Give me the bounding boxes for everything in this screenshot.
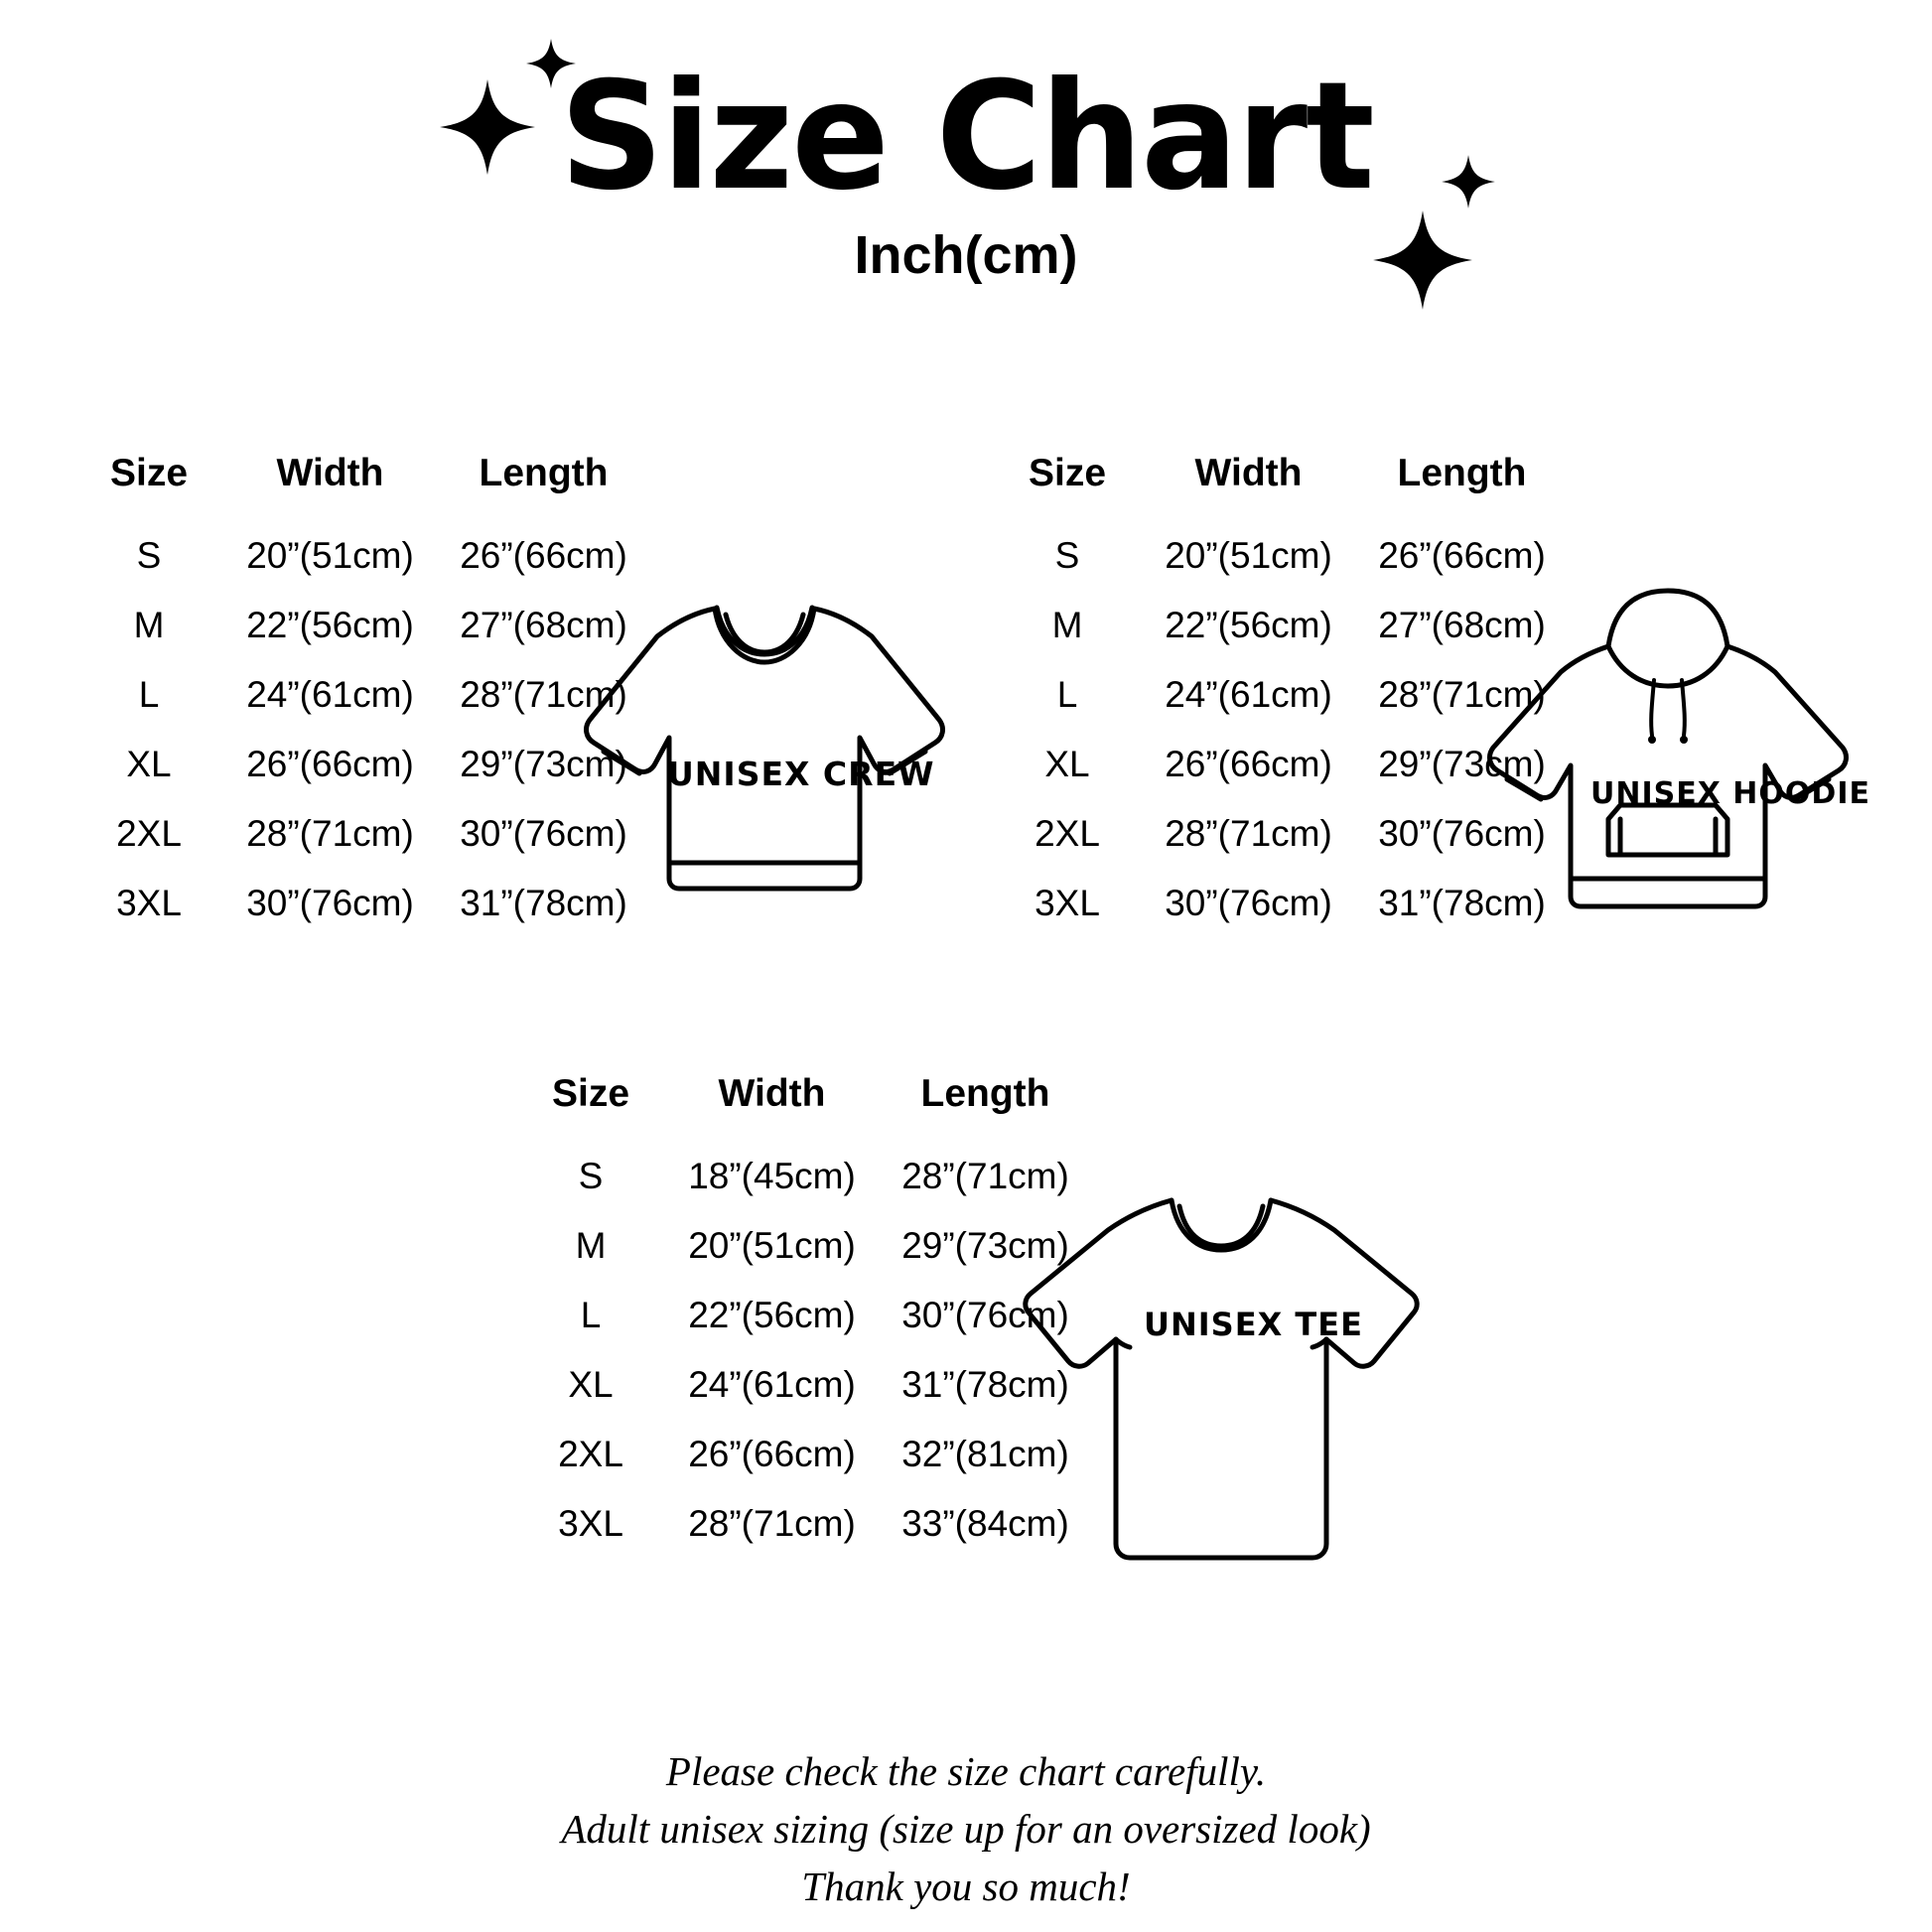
cell-length: 27”(68cm) — [1378, 605, 1546, 645]
table-header-row — [74, 452, 650, 521]
column-header-size: Size — [551, 1072, 630, 1115]
cell-length: 30”(76cm) — [901, 1295, 1069, 1335]
cell-length: 31”(78cm) — [460, 883, 627, 923]
cell-length: 33”(84cm) — [901, 1503, 1069, 1544]
hoodie-illustration — [1469, 581, 1866, 958]
cell-size: L — [1056, 674, 1078, 715]
footer-line-3: Thank you so much! — [801, 1863, 1131, 1910]
cell-width: 22”(56cm) — [688, 1295, 856, 1335]
cell-size: M — [1051, 605, 1083, 645]
sparkle-icon — [1371, 208, 1474, 312]
footer-line-1: Please check the size chart carefully. — [665, 1748, 1267, 1794]
table-row — [74, 869, 650, 938]
cell-size: XL — [1044, 744, 1090, 784]
cell-width: 26”(66cm) — [1165, 744, 1332, 784]
cell-size: L — [580, 1295, 602, 1335]
footer-line-2: Adult unisex sizing (size up for an oversized look) — [561, 1806, 1371, 1853]
cell-width: 24”(61cm) — [1165, 674, 1332, 715]
cell-width: 30”(76cm) — [1165, 883, 1332, 923]
cell-width: 28”(71cm) — [688, 1503, 856, 1544]
cell-length: 31”(78cm) — [901, 1364, 1069, 1405]
cell-length: 30”(76cm) — [460, 813, 627, 854]
cell-length: 26”(66cm) — [460, 535, 627, 576]
table-row — [74, 591, 650, 660]
column-header-length: Length — [920, 1072, 1050, 1115]
cell-width: 26”(66cm) — [688, 1434, 856, 1474]
footer-note — [0, 1742, 1932, 1916]
cell-length: 31”(78cm) — [1378, 883, 1546, 923]
column-header-width: Width — [1194, 452, 1303, 494]
cell-length: 29”(73cm) — [901, 1225, 1069, 1266]
hoodie-print-label: UNISEX HOODIE — [1590, 776, 1870, 811]
cell-width: 20”(51cm) — [246, 535, 414, 576]
cell-width: 22”(56cm) — [246, 605, 414, 645]
cell-length: 29”(73cm) — [460, 744, 627, 784]
page-title: Size Chart — [559, 51, 1373, 223]
cell-width: 28”(71cm) — [246, 813, 414, 854]
cell-width: 24”(61cm) — [688, 1364, 856, 1405]
crew-size-table — [74, 452, 650, 938]
cell-size: S — [136, 535, 162, 576]
table-row — [74, 799, 650, 869]
cell-length: 28”(71cm) — [460, 674, 627, 715]
cell-size: M — [575, 1225, 607, 1266]
column-header-size: Size — [109, 452, 189, 494]
sparkle-icon — [438, 77, 537, 177]
table-row — [516, 1142, 1092, 1211]
cell-size: XL — [126, 744, 172, 784]
cell-size: 2XL — [116, 813, 182, 854]
cell-length: 30”(76cm) — [1378, 813, 1546, 854]
table-row — [516, 1350, 1092, 1420]
cell-size: 2XL — [558, 1434, 623, 1474]
cell-size: S — [578, 1156, 604, 1196]
cell-size: 3XL — [116, 883, 182, 923]
cell-width: 20”(51cm) — [688, 1225, 856, 1266]
crew-print-label: UNISEX CREW — [667, 755, 935, 793]
cell-width: 24”(61cm) — [246, 674, 414, 715]
table-row — [516, 1489, 1092, 1559]
cell-size: 3XL — [1035, 883, 1100, 923]
column-header-length: Length — [479, 452, 609, 494]
tee-illustration — [1013, 1186, 1430, 1574]
cell-width: 22”(56cm) — [1165, 605, 1332, 645]
table-header-row — [516, 1072, 1092, 1142]
cell-length: 28”(71cm) — [901, 1156, 1069, 1196]
table-row — [74, 730, 650, 799]
table-row — [516, 1281, 1092, 1350]
cell-length: 28”(71cm) — [1378, 674, 1546, 715]
header — [0, 51, 1932, 286]
cell-size: L — [138, 674, 160, 715]
column-header-length: Length — [1397, 452, 1527, 494]
table-row — [516, 1420, 1092, 1489]
title-block — [428, 51, 1504, 286]
cell-size: 3XL — [558, 1503, 623, 1544]
table-row — [74, 521, 650, 591]
column-header-width: Width — [718, 1072, 826, 1115]
cell-length: 29”(73cm) — [1378, 744, 1546, 784]
cell-length: 32”(81cm) — [901, 1434, 1069, 1474]
cell-size: XL — [568, 1364, 614, 1405]
column-header-size: Size — [1028, 452, 1107, 494]
cell-width: 18”(45cm) — [688, 1156, 856, 1196]
cell-length: 26”(66cm) — [1378, 535, 1546, 576]
cell-width: 30”(76cm) — [246, 883, 414, 923]
cell-width: 26”(66cm) — [246, 744, 414, 784]
column-header-width: Width — [276, 452, 384, 494]
cell-size: M — [133, 605, 165, 645]
table-row — [74, 660, 650, 730]
cell-size: S — [1054, 535, 1080, 576]
tee-print-label: UNISEX TEE — [1144, 1306, 1363, 1343]
cell-width: 20”(51cm) — [1165, 535, 1332, 576]
tee-size-table — [516, 1072, 1092, 1559]
table-row — [516, 1211, 1092, 1281]
table-header-row — [993, 452, 1569, 521]
cell-width: 28”(71cm) — [1165, 813, 1332, 854]
sparkle-icon — [1441, 154, 1496, 209]
cell-size: 2XL — [1035, 813, 1100, 854]
page-subtitle: Inch(cm) — [854, 224, 1078, 285]
cell-length: 27”(68cm) — [460, 605, 627, 645]
